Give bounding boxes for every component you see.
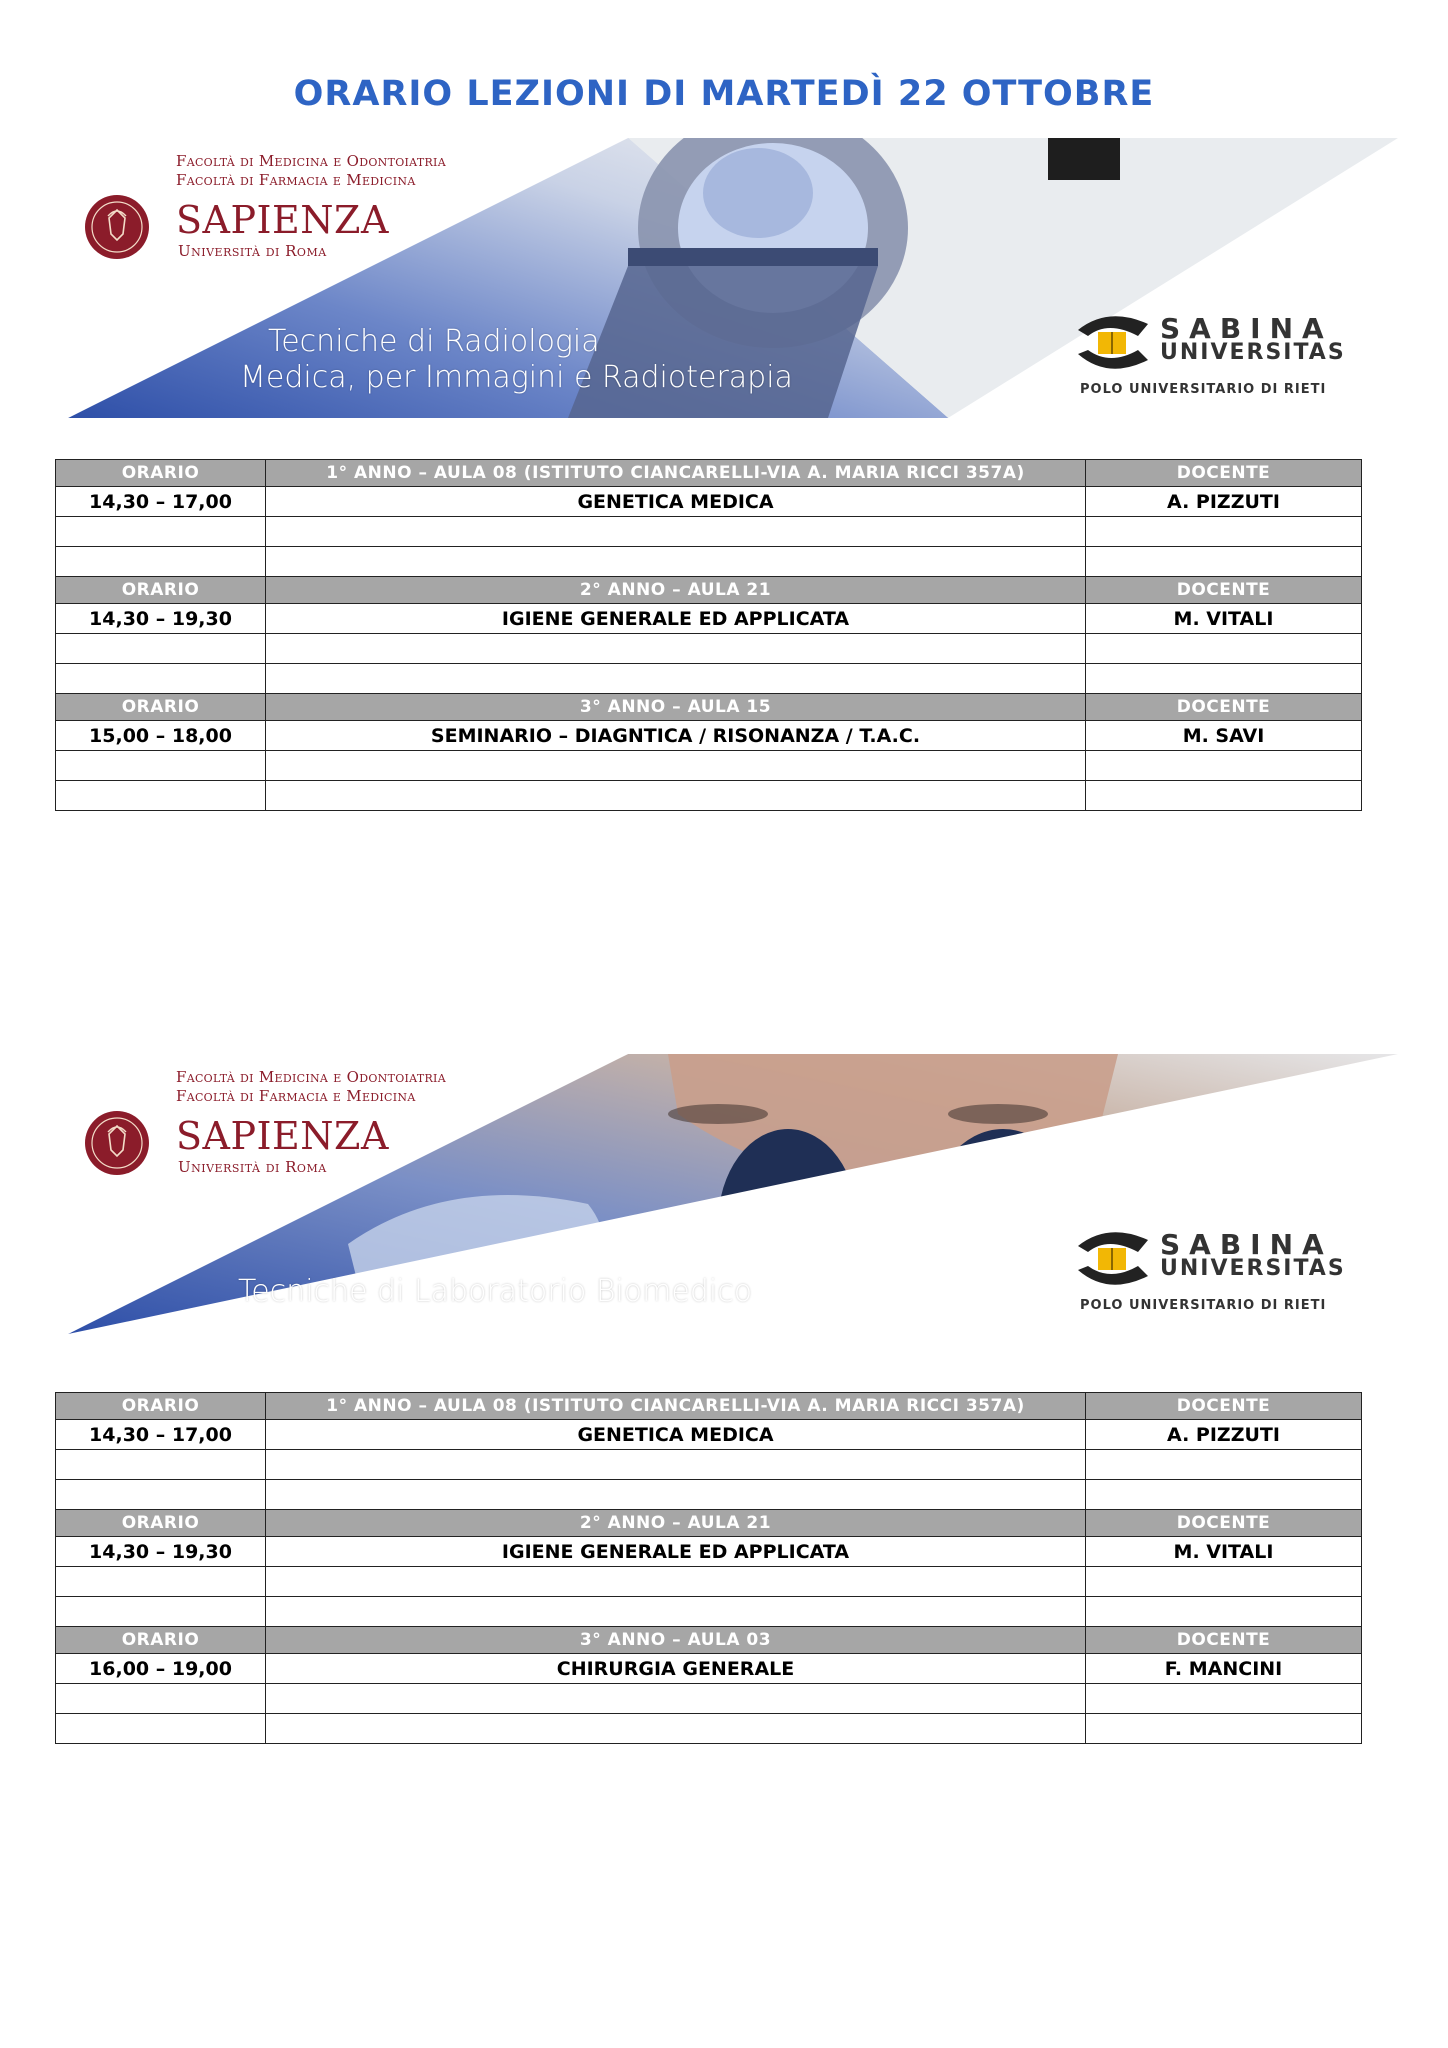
cell-materia: CHIRURGIA GENERALE — [266, 1654, 1086, 1684]
header-anno: 2° ANNO – AULA 21 — [266, 577, 1086, 604]
course-line-2: Medica, per Immagini e Radioterapia — [240, 360, 793, 395]
table-row — [56, 1567, 1362, 1597]
cell-orario — [56, 1480, 266, 1510]
header-orario: ORARIO — [56, 577, 266, 604]
cell-materia: GENETICA MEDICA — [266, 487, 1086, 517]
table-row — [56, 547, 1362, 577]
cell-materia — [266, 1714, 1086, 1744]
table-row — [56, 487, 1362, 517]
cell-orario — [56, 634, 266, 664]
page-title: ORARIO LEZIONI DI MARTEDÌ 22 OTTOBRE — [293, 74, 1155, 114]
faculty-line-1: Facoltà di Medicina e Odontoiatria — [176, 1068, 446, 1086]
table-row — [56, 781, 1362, 811]
cell-docente: A. PIZZUTI — [1086, 1420, 1362, 1450]
sapienza-seal-logo — [84, 194, 150, 260]
cell-orario — [56, 1450, 266, 1480]
table-row — [56, 1480, 1362, 1510]
course-line-1: Tecniche di Radiologia — [268, 324, 600, 359]
cell-materia: IGIENE GENERALE ED APPLICATA — [266, 604, 1086, 634]
cell-docente: M. SAVI — [1086, 721, 1362, 751]
table-row — [56, 634, 1362, 664]
polo-label: POLO UNIVERSITARIO DI RIETI — [1080, 382, 1327, 397]
sapienza-wordmark: SAPIENZA — [176, 1114, 389, 1158]
cell-orario — [56, 664, 266, 694]
header-anno: 1° ANNO – AULA 08 (ISTITUTO CIANCARELLI-VIA A. MARIA RICCI 357A) — [266, 460, 1086, 487]
sabina-book-icon — [1068, 1226, 1158, 1296]
cell-docente — [1086, 781, 1362, 811]
cell-materia — [266, 664, 1086, 694]
course-title-laboratorio — [238, 1274, 752, 1310]
sabina-book-icon — [1068, 310, 1158, 380]
header-anno: 3° ANNO – AULA 03 — [266, 1627, 1086, 1654]
cell-orario: 14,30 – 19,30 — [56, 604, 266, 634]
table-row — [56, 1597, 1362, 1627]
header-anno: 2° ANNO – AULA 21 — [266, 1510, 1086, 1537]
header-orario: ORARIO — [56, 1627, 266, 1654]
cell-materia: GENETICA MEDICA — [266, 1420, 1086, 1450]
cell-docente — [1086, 1450, 1362, 1480]
table-row — [56, 721, 1362, 751]
banner-laboratorio — [68, 1054, 1398, 1334]
sabina-universitas-logo — [1068, 1226, 1380, 1326]
table-row — [56, 1684, 1362, 1714]
header-orario: ORARIO — [56, 1510, 266, 1537]
cell-materia — [266, 781, 1086, 811]
sabina-universitas-logo — [1068, 310, 1380, 410]
faculty-label — [176, 1068, 446, 1106]
header-anno: 1° ANNO – AULA 08 (ISTITUTO CIANCARELLI-VIA A. MARIA RICCI 357A) — [266, 1393, 1086, 1420]
faculty-line-1: Facoltà di Medicina e Odontoiatria — [176, 152, 446, 170]
cell-materia — [266, 1480, 1086, 1510]
cell-orario: 14,30 – 19,30 — [56, 1537, 266, 1567]
cell-materia — [266, 1567, 1086, 1597]
cell-docente — [1086, 1714, 1362, 1744]
polo-label: POLO UNIVERSITARIO DI RIETI — [1080, 1298, 1327, 1313]
header-anno: 3° ANNO – AULA 15 — [266, 694, 1086, 721]
cell-docente — [1086, 547, 1362, 577]
cell-orario — [56, 1567, 266, 1597]
table-header-row — [56, 577, 1362, 604]
cell-materia — [266, 1450, 1086, 1480]
cell-orario — [56, 1597, 266, 1627]
cell-orario: 14,30 – 17,00 — [56, 487, 266, 517]
sabina-word: SABINA — [1160, 1228, 1333, 1261]
cell-materia: IGIENE GENERALE ED APPLICATA — [266, 1537, 1086, 1567]
table-header-row — [56, 1627, 1362, 1654]
table-row — [56, 1537, 1362, 1567]
table-row — [56, 1654, 1362, 1684]
banner-radiologia — [68, 138, 1398, 418]
faculty-line-2: Facoltà di Farmacia e Medicina — [176, 171, 416, 189]
cell-materia — [266, 1684, 1086, 1714]
cell-materia: SEMINARIO – DIAGNTICA / RISONANZA / T.A.C. — [266, 721, 1086, 751]
header-docente: DOCENTE — [1086, 1393, 1362, 1420]
sapienza-wordmark: SAPIENZA — [176, 198, 389, 242]
faculty-label — [176, 152, 446, 190]
table-row — [56, 604, 1362, 634]
table-header-row — [56, 1393, 1362, 1420]
header-orario: ORARIO — [56, 694, 266, 721]
universita-label: Università di Roma — [178, 1158, 327, 1176]
cell-docente: A. PIZZUTI — [1086, 487, 1362, 517]
header-orario: ORARIO — [56, 1393, 266, 1420]
faculty-line-2: Facoltà di Farmacia e Medicina — [176, 1087, 416, 1105]
cell-orario — [56, 517, 266, 547]
cell-materia — [266, 547, 1086, 577]
cell-materia — [266, 517, 1086, 547]
table-row — [56, 1420, 1362, 1450]
cell-docente — [1086, 1684, 1362, 1714]
cell-materia — [266, 634, 1086, 664]
header-docente: DOCENTE — [1086, 577, 1362, 604]
cell-orario — [56, 781, 266, 811]
table-header-row — [56, 1510, 1362, 1537]
cell-orario — [56, 1714, 266, 1744]
course-line-1: Tecniche di Laboratorio Biomedico — [238, 1274, 753, 1309]
universita-label: Università di Roma — [178, 242, 327, 260]
header-docente: DOCENTE — [1086, 1510, 1362, 1537]
cell-docente — [1086, 1597, 1362, 1627]
header-docente: DOCENTE — [1086, 694, 1362, 721]
cell-orario — [56, 751, 266, 781]
cell-orario: 14,30 – 17,00 — [56, 1420, 266, 1450]
universitas-word: UNIVERSITAS — [1160, 340, 1346, 365]
table-row — [56, 1450, 1362, 1480]
schedule-table-laboratorio — [55, 1392, 1362, 1744]
cell-docente: F. MANCINI — [1086, 1654, 1362, 1684]
schedule-table-radiologia — [55, 459, 1362, 811]
cell-orario: 15,00 – 18,00 — [56, 721, 266, 751]
cell-docente — [1086, 751, 1362, 781]
universitas-word: UNIVERSITAS — [1160, 1256, 1346, 1281]
cell-materia — [266, 1597, 1086, 1627]
cell-docente: M. VITALI — [1086, 1537, 1362, 1567]
cell-docente — [1086, 1567, 1362, 1597]
cell-orario — [56, 547, 266, 577]
cell-docente — [1086, 664, 1362, 694]
table-row — [56, 1714, 1362, 1744]
header-orario: ORARIO — [56, 460, 266, 487]
course-title-radiologia — [240, 324, 793, 396]
header-docente: DOCENTE — [1086, 1627, 1362, 1654]
sabina-word: SABINA — [1160, 312, 1333, 345]
cell-orario: 16,00 – 19,00 — [56, 1654, 266, 1684]
table-row — [56, 751, 1362, 781]
sapienza-seal-logo — [84, 1110, 150, 1176]
cell-docente — [1086, 517, 1362, 547]
table-row — [56, 517, 1362, 547]
cell-docente — [1086, 634, 1362, 664]
header-docente: DOCENTE — [1086, 460, 1362, 487]
table-header-row — [56, 694, 1362, 721]
cell-materia — [266, 751, 1086, 781]
cell-docente: M. VITALI — [1086, 604, 1362, 634]
table-header-row — [56, 460, 1362, 487]
cell-docente — [1086, 1480, 1362, 1510]
cell-orario — [56, 1684, 266, 1714]
table-row — [56, 664, 1362, 694]
